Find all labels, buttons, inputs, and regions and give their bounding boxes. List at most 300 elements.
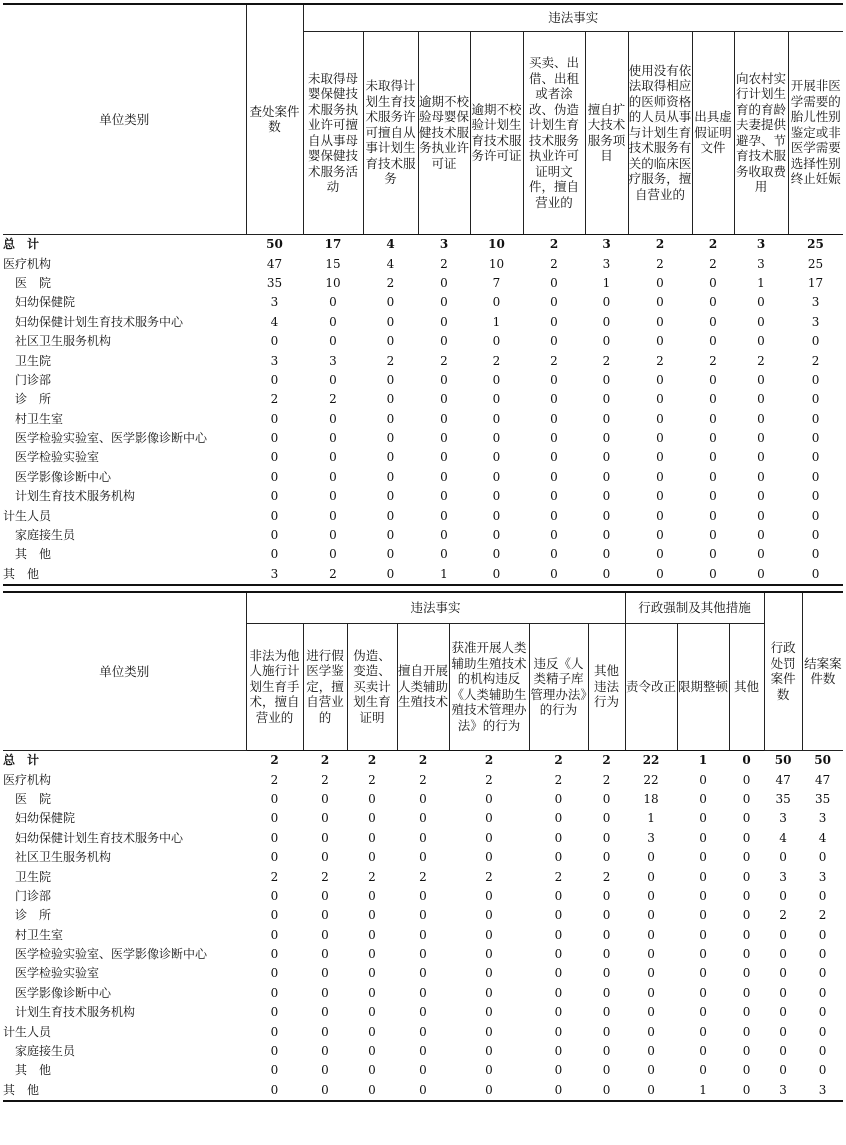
table-cell: 0 (628, 564, 692, 584)
table-cell: 0 (757, 547, 765, 562)
table-cell: 0 (321, 850, 329, 865)
table-cell: 2 (440, 353, 448, 368)
col-header: 违反《人类精子库管理办法》的行为 (529, 623, 588, 750)
table-cell: 0 (440, 469, 448, 484)
table-cell: 0 (550, 295, 558, 310)
table-cell: 0 (742, 1044, 751, 1059)
table-cell: 0 (440, 489, 448, 504)
table-cell: 0 (656, 469, 664, 484)
table-cell: 0 (270, 966, 279, 981)
table-cell: 2 (440, 256, 448, 271)
table-cell: 50 (774, 753, 792, 768)
table-cell: 4 (386, 237, 395, 252)
table-row (3, 234, 843, 254)
table-cell: 0 (709, 547, 717, 562)
row-label: 总 计 (3, 237, 40, 252)
table-cell: 10 (488, 256, 505, 271)
table-cell: 0 (709, 411, 717, 426)
table-cell: 0 (818, 1005, 827, 1020)
table-cell: 0 (742, 791, 751, 806)
col-header: 向农村实行计划生育的育龄夫妻提供避孕、节育技术服务收取费用 (734, 31, 788, 234)
table-cell: 0 (811, 431, 820, 446)
table-cell: 0 (270, 372, 279, 387)
table-cell: 3 (811, 295, 820, 310)
table-cell: 0 (440, 431, 448, 446)
table-row (3, 409, 843, 428)
table-cell: 0 (554, 811, 563, 826)
table-cell: 0 (602, 791, 611, 806)
table-cell: 0 (602, 1005, 611, 1020)
table-cell: 2 (549, 237, 559, 252)
table-row (3, 351, 843, 370)
unit-type-header: 单位类别 (3, 4, 246, 234)
table-cell: 10 (488, 237, 505, 252)
table-cell: 3 (779, 869, 787, 884)
table-cell: 0 (656, 489, 664, 504)
table-cell: 0 (656, 431, 664, 446)
table-cell: 0 (699, 850, 707, 865)
table-cell: 0 (492, 295, 501, 310)
row-label: 医学检验实验室 (3, 450, 100, 465)
table-cell: 0 (554, 947, 563, 962)
table-cell: 2 (757, 353, 765, 368)
col-header: 逾期不校验计划生育技术服务许可证 (470, 31, 523, 234)
table-cell: 0 (709, 372, 717, 387)
table-cell: 2 (368, 869, 376, 884)
penalty-cases-header: 行政处罚案件数 (764, 592, 802, 750)
table-row (3, 331, 843, 350)
table-cell: 0 (757, 489, 765, 504)
table-cell: 3 (329, 353, 337, 368)
table-row (3, 467, 843, 486)
table-cell: 0 (656, 411, 664, 426)
table-cell: 0 (550, 372, 558, 387)
table-cell: 0 (585, 564, 628, 584)
table-cell: 0 (270, 1005, 279, 1020)
table-cell: 0 (818, 1024, 827, 1039)
table-cell: 0 (550, 275, 558, 290)
table-cell: 0 (602, 947, 611, 962)
table-cell: 0 (602, 450, 611, 465)
table-cell: 0 (440, 528, 448, 543)
table-cell: 2 (418, 753, 428, 768)
table-cell: 1 (757, 275, 765, 290)
measure-header: 其他 (729, 623, 764, 750)
table-cell: 0 (419, 966, 427, 981)
table-cell: 0 (554, 850, 563, 865)
table-cell: 2 (708, 237, 718, 252)
table-cell: 0 (419, 947, 427, 962)
table-cell: 0 (329, 528, 337, 543)
table-cell: 0 (485, 811, 493, 826)
table-cell: 0 (321, 966, 329, 981)
table-cell: 4 (818, 830, 827, 845)
table-cell: 0 (321, 1005, 329, 1020)
table-cell: 0 (709, 295, 717, 310)
table-cell: 3 (818, 869, 827, 884)
table-row (3, 789, 843, 808)
table-row (3, 847, 843, 866)
violation-facts-header: 违法事实 (303, 4, 843, 31)
table-cell: 2 (485, 869, 493, 884)
row-label: 医学检验实验室、医学影像诊断中心 (3, 431, 208, 446)
table-cell: 0 (485, 888, 493, 903)
table-cell: 2 (602, 869, 611, 884)
table-cell: 0 (602, 1024, 611, 1039)
table-cell: 0 (386, 469, 395, 484)
table-cell: 0 (757, 392, 765, 407)
table-cell: 0 (419, 1005, 427, 1020)
table-cell: 0 (492, 411, 501, 426)
row-label: 妇幼保健计划生育技术服务中心 (3, 830, 184, 845)
table-cell: 0 (270, 431, 279, 446)
table-cell: 0 (492, 508, 501, 523)
table-cell: 0 (419, 791, 427, 806)
table-cell: 0 (742, 888, 751, 903)
table-cell: 0 (270, 450, 279, 465)
table-cell: 0 (270, 888, 279, 903)
table-cell: 0 (368, 927, 376, 942)
table-cell: 0 (554, 888, 563, 903)
table-row (3, 448, 843, 467)
table-cell: 0 (329, 450, 337, 465)
table-cell: 0 (729, 1080, 764, 1100)
table-cell: 0 (449, 1080, 529, 1100)
measure-header: 限期整顿 (677, 623, 729, 750)
table-cell: 0 (818, 888, 827, 903)
col-header: 出具虚假证明文件 (692, 31, 734, 234)
table-cell: 0 (492, 372, 501, 387)
row-label: 门诊部 (3, 888, 52, 903)
table-cell: 2 (270, 772, 279, 787)
table-cell: 0 (329, 508, 337, 523)
table-cell: 47 (775, 772, 791, 787)
table-cell: 0 (699, 869, 707, 884)
violation-facts-header: 违法事实 (246, 592, 625, 623)
table1-body (3, 234, 843, 585)
table-cell: 0 (270, 489, 279, 504)
table-cell: 0 (647, 1024, 655, 1039)
table-cell: 0 (647, 869, 655, 884)
table-cell: 2 (485, 772, 493, 787)
table-row (3, 867, 843, 886)
table-cell: 3 (602, 256, 611, 271)
table-cell: 0 (386, 547, 395, 562)
table-cell: 2 (386, 353, 395, 368)
col-header: 进行假医学鉴定，擅自营业的 (303, 623, 347, 750)
table-cell: 0 (550, 469, 558, 484)
table-cell: 3 (647, 830, 655, 845)
table-cell: 0 (656, 295, 664, 310)
table-cell: 0 (602, 372, 611, 387)
table-cell: 0 (419, 908, 427, 923)
table-cell: 0 (647, 1063, 655, 1078)
table-cell: 0 (818, 927, 827, 942)
row-label: 门诊部 (3, 372, 52, 387)
table-cell: 0 (757, 528, 765, 543)
row-label: 计划生育技术服务机构 (3, 489, 136, 504)
table-cell: 0 (757, 411, 765, 426)
table-cell: 0 (419, 850, 427, 865)
table-cell: 0 (321, 1024, 329, 1039)
table-cell: 1 (677, 1080, 729, 1100)
table-cell: 0 (656, 547, 664, 562)
table-cell: 0 (270, 334, 279, 349)
table-cell: 0 (470, 564, 523, 584)
table-row (3, 983, 843, 1002)
table-cell: 0 (656, 450, 664, 465)
table-cell: 0 (485, 850, 493, 865)
row-label: 妇幼保健院 (3, 295, 76, 310)
table-cell: 0 (368, 1005, 376, 1020)
table-cell: 47 (266, 256, 283, 271)
table-cell: 0 (647, 947, 655, 962)
table-cell: 2 (367, 753, 377, 768)
table-cell: 0 (757, 450, 765, 465)
row-label: 卫生院 (3, 869, 52, 884)
table-cell: 2 (270, 753, 279, 768)
table-cell: 0 (647, 1044, 655, 1059)
table-cell: 0 (554, 1044, 563, 1059)
table-cell: 0 (811, 528, 820, 543)
table-cell: 0 (602, 966, 611, 981)
table-row (3, 487, 843, 506)
table-cell: 0 (386, 392, 395, 407)
table-cell: 0 (386, 372, 395, 387)
table-cell: 0 (602, 850, 611, 865)
measure-header: 责令改正 (625, 623, 677, 750)
table-cell: 0 (554, 1005, 563, 1020)
table-cell: 2 (554, 753, 563, 768)
table-cell: 0 (529, 1080, 588, 1100)
table-cell: 0 (485, 947, 493, 962)
table-cell: 0 (742, 985, 751, 1000)
table-cell: 0 (554, 908, 563, 923)
violation-table-part2 (3, 591, 843, 1102)
col-header: 未取得计划生育技术服务许可擅自从事计划生育技术服务 (363, 31, 418, 234)
table-cell: 0 (811, 372, 820, 387)
table-row (3, 525, 843, 544)
table-cell: 0 (329, 314, 337, 329)
row-label: 其 他 (3, 564, 246, 584)
table-cell: 0 (329, 334, 337, 349)
table-cell: 0 (419, 888, 427, 903)
table-cell: 15 (325, 256, 341, 271)
table-row (3, 944, 843, 963)
row-label: 医学检验实验室 (3, 966, 100, 981)
table-cell: 0 (270, 528, 279, 543)
table-cell: 3 (764, 1080, 802, 1100)
table-cell: 17 (324, 237, 342, 252)
table-cell: 35 (814, 791, 831, 806)
table-cell: 0 (554, 966, 563, 981)
table-cell: 0 (647, 888, 655, 903)
table-cell: 0 (554, 927, 563, 942)
table-cell: 0 (419, 1024, 427, 1039)
table-cell: 0 (647, 927, 655, 942)
table-cell: 0 (602, 334, 611, 349)
table-cell: 0 (485, 985, 493, 1000)
table-cell: 0 (329, 489, 337, 504)
table-cell: 0 (419, 985, 427, 1000)
table-cell: 0 (321, 908, 329, 923)
table-cell: 0 (699, 908, 707, 923)
table-cell: 0 (492, 528, 501, 543)
table-row (3, 1080, 843, 1100)
table-cell: 0 (811, 334, 820, 349)
table-cell: 0 (329, 469, 337, 484)
row-label: 诊 所 (3, 392, 52, 407)
table-cell: 0 (757, 469, 765, 484)
table-cell: 0 (742, 908, 751, 923)
table-cell: 0 (485, 1063, 493, 1078)
table-cell: 0 (811, 547, 820, 562)
table-cell: 0 (699, 947, 707, 962)
table-cell: 0 (397, 1080, 449, 1100)
table-cell: 2 (554, 772, 563, 787)
row-label: 家庭接生员 (3, 1044, 76, 1059)
table-row (3, 828, 843, 847)
table-cell: 3 (246, 564, 303, 584)
row-label: 村卫生室 (3, 411, 64, 426)
table-cell: 0 (734, 564, 788, 584)
table-cell: 2 (779, 908, 787, 923)
table-cell: 0 (779, 850, 787, 865)
unit-type-header: 单位类别 (3, 592, 246, 750)
table-cell: 0 (602, 830, 611, 845)
table-cell: 0 (485, 1044, 493, 1059)
table-cell: 0 (602, 431, 611, 446)
table-cell: 2 (550, 256, 558, 271)
table-cell: 0 (709, 508, 717, 523)
table-cell: 2 (484, 753, 494, 768)
table-cell: 0 (742, 1024, 751, 1039)
table-cell: 1 (698, 753, 708, 768)
table-cell: 0 (709, 314, 717, 329)
col-header: 伪造、变造、买卖计划生育证明 (347, 623, 397, 750)
table-cell: 0 (492, 450, 501, 465)
table-cell: 0 (485, 966, 493, 981)
table-cell: 2 (386, 275, 395, 290)
table-cell: 0 (321, 791, 329, 806)
table-cell: 2 (270, 392, 279, 407)
table-cell: 0 (699, 791, 707, 806)
table-cell: 35 (775, 791, 791, 806)
table-cell: 0 (602, 508, 611, 523)
table-cell: 0 (492, 431, 501, 446)
table-cell: 4 (779, 830, 787, 845)
table-cell: 0 (818, 947, 827, 962)
table-row (3, 906, 843, 925)
col-header: 买卖、出借、出租或者涂改、伪造计划生育技术服务执业许可证明文件，擅自营业的 (523, 31, 585, 234)
table-cell: 2 (368, 772, 376, 787)
row-label: 计生人员 (3, 1024, 52, 1039)
table-cell: 0 (485, 927, 493, 942)
table-cell: 0 (550, 392, 558, 407)
table-cell: 0 (602, 888, 611, 903)
table-cell: 0 (321, 927, 329, 942)
row-label: 计划生育技术服务机构 (3, 1005, 136, 1020)
table-cell: 0 (270, 908, 279, 923)
table-cell: 0 (709, 275, 717, 290)
table-cell: 0 (440, 392, 448, 407)
table-cell: 0 (709, 431, 717, 446)
table-cell: 0 (709, 392, 717, 407)
table-cell: 0 (818, 985, 827, 1000)
table-cell: 0 (440, 508, 448, 523)
table-cell: 0 (368, 947, 376, 962)
table-cell: 0 (270, 469, 279, 484)
table-cell: 2 (709, 353, 717, 368)
table-cell: 0 (647, 908, 655, 923)
table-cell: 0 (699, 1024, 707, 1039)
table-cell: 2 (329, 392, 337, 407)
col-header: 非法为他人施行计划生育手术，擅自营业的 (246, 623, 303, 750)
table-cell: 0 (602, 469, 611, 484)
table-cell: 0 (270, 985, 279, 1000)
table-row (3, 506, 843, 525)
table-cell: 0 (368, 850, 376, 865)
table-cell: 0 (550, 314, 558, 329)
table-cell: 0 (321, 947, 329, 962)
table-cell: 0 (329, 547, 337, 562)
table-cell: 22 (642, 753, 660, 768)
table-cell: 0 (757, 372, 765, 387)
row-label: 村卫生室 (3, 927, 64, 942)
table-cell: 0 (554, 791, 563, 806)
table-cell: 17 (807, 275, 824, 290)
table-cell: 0 (523, 564, 585, 584)
table-cell: 0 (554, 985, 563, 1000)
table-cell: 0 (321, 888, 329, 903)
table-row (3, 1061, 843, 1080)
table-cell: 0 (550, 334, 558, 349)
table-row (3, 925, 843, 944)
table-cell: 0 (811, 508, 820, 523)
table-cell: 2 (554, 869, 563, 884)
table-cell: 0 (742, 850, 751, 865)
table-cell: 0 (386, 450, 395, 465)
table-cell: 0 (699, 811, 707, 826)
table-cell: 25 (807, 237, 824, 252)
table-cell: 0 (270, 1044, 279, 1059)
table-row (3, 545, 843, 564)
table-cell: 0 (779, 985, 787, 1000)
row-label: 医疗机构 (3, 256, 52, 271)
table-cell: 0 (699, 888, 707, 903)
table-cell: 0 (742, 830, 751, 845)
table-cell: 0 (757, 431, 765, 446)
table-cell: 0 (742, 753, 751, 768)
table-cell: 0 (550, 489, 558, 504)
table-cell: 0 (602, 927, 611, 942)
row-label: 其 他 (3, 1080, 246, 1100)
table-cell: 0 (818, 966, 827, 981)
table-cell: 0 (492, 547, 501, 562)
table-cell: 0 (321, 830, 329, 845)
table-cell: 3 (811, 314, 820, 329)
col-header: 未取得母婴保健技术服务执业许可擅自从事母婴保健技术服务活动 (303, 31, 363, 234)
table-cell: 0 (270, 811, 279, 826)
col-header: 擅自开展人类辅助生殖技术 (397, 623, 449, 750)
table-cell: 0 (485, 1005, 493, 1020)
row-label: 诊 所 (3, 908, 52, 923)
table-row (3, 312, 843, 331)
table-cell: 0 (329, 411, 337, 426)
row-label: 计生人员 (3, 508, 52, 523)
table-row (3, 370, 843, 389)
table-cell: 0 (368, 966, 376, 981)
